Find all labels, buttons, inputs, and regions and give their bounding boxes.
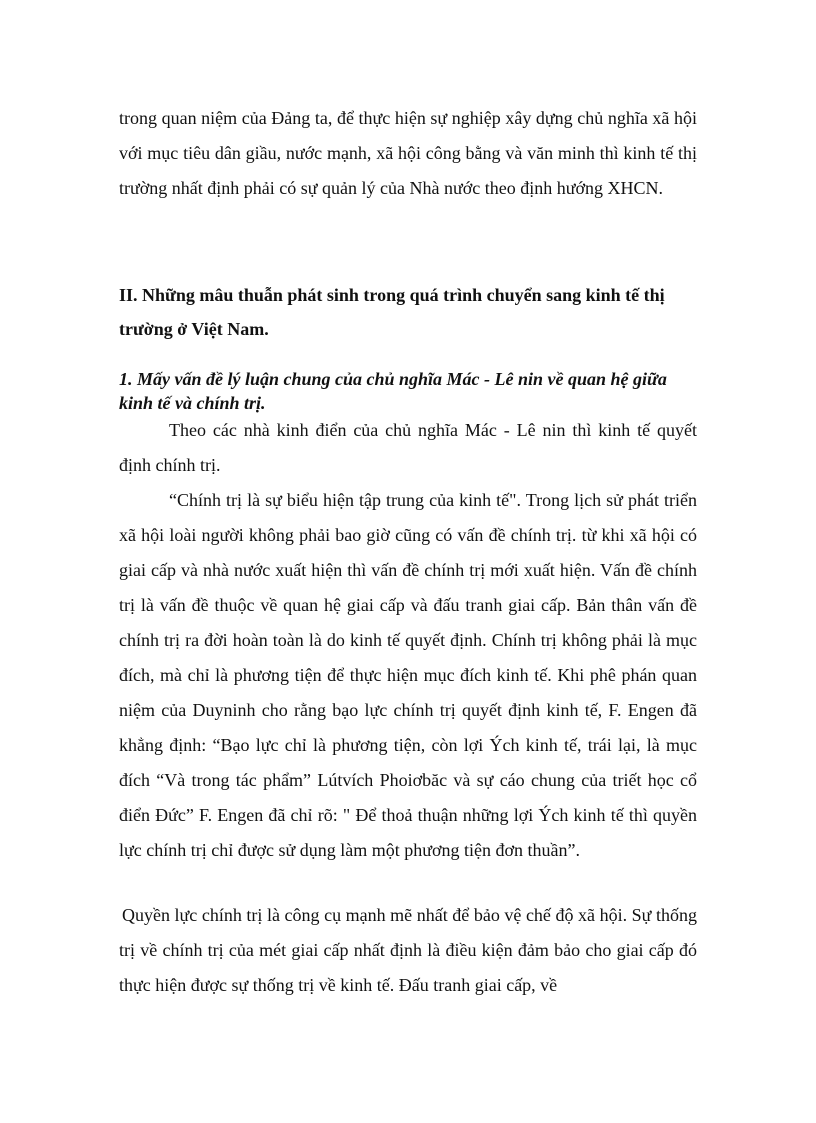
body-paragraph: “Chính trị là sự biểu hiện tập trung của kinh tế". Trong lịch sử phát triển xã hội loài người không phải bao giờ cũng có vấn đề chính trị. từ khi xã hội có giai cấp và nhà nước xuất hiện thì vấn đề chính trị mới xuất hiện. Vấn đề chính trị là vấn đề thuộc về quan hệ giai cấp và đấu tranh giai cấp. Bản thân vấn đề chính trị ra đời hoàn toàn là do kinh tế quyết định. Chính trị không phải là mục đích, mà chỉ là phương tiện để thực hiện mục đích kinh tế. Khi phê phán quan niệm của Duyninh cho rằng bạo lực chính trị quyết định kinh tế, F. Engen đã khẳng định: “Bạo lực chỉ là phương tiện, còn lợi Ých kinh tế, trái lại, là mục đích “Và trong tác phẩm” Lútvích Phoiơbăc và sự cáo chung của triết học cổ điển Đức” F. Engen đã chỉ rõ: " Để thoả thuận những lợi Ých kinh tế thì quyền lực chính trị chỉ được sử dụng làm một phương tiện đơn thuần”. bbox=[119, 490, 697, 860]
subsection-heading: 1. Mấy vấn đề lý luận chung của chủ nghĩa Mác - Lê nin về quan hệ giữa kinh tế và chính trị. bbox=[119, 369, 667, 413]
body-paragraph: Theo các nhà kinh điển của chủ nghĩa Mác - Lê nin thì kinh tế quyết định chính trị. bbox=[119, 420, 697, 475]
section-heading: II. Những mâu thuẫn phát sinh trong quá trình chuyển sang kinh tế thị trường ở Việt Nam. bbox=[119, 285, 665, 339]
body-paragraph: Quyền lực chính trị là công cụ mạnh mẽ nhất để bảo vệ chế độ xã hội. Sự thống trị về chính trị của mét giai cấp nhất định là điều kiện đảm bảo cho giai cấp đó thực hiện được sự thống trị về kinh tế. Đấu tranh giai cấp, về bbox=[119, 905, 697, 995]
body-paragraph: trong quan niệm của Đảng ta, để thực hiện sự nghiệp xây dựng chủ nghĩa xã hội với mục tiêu dân giầu, nước mạnh, xã hội công bằng và văn minh thì kinh tế thị trường nhất định phải có sự quản lý của Nhà nước theo định hướng XHCN. bbox=[119, 108, 697, 198]
